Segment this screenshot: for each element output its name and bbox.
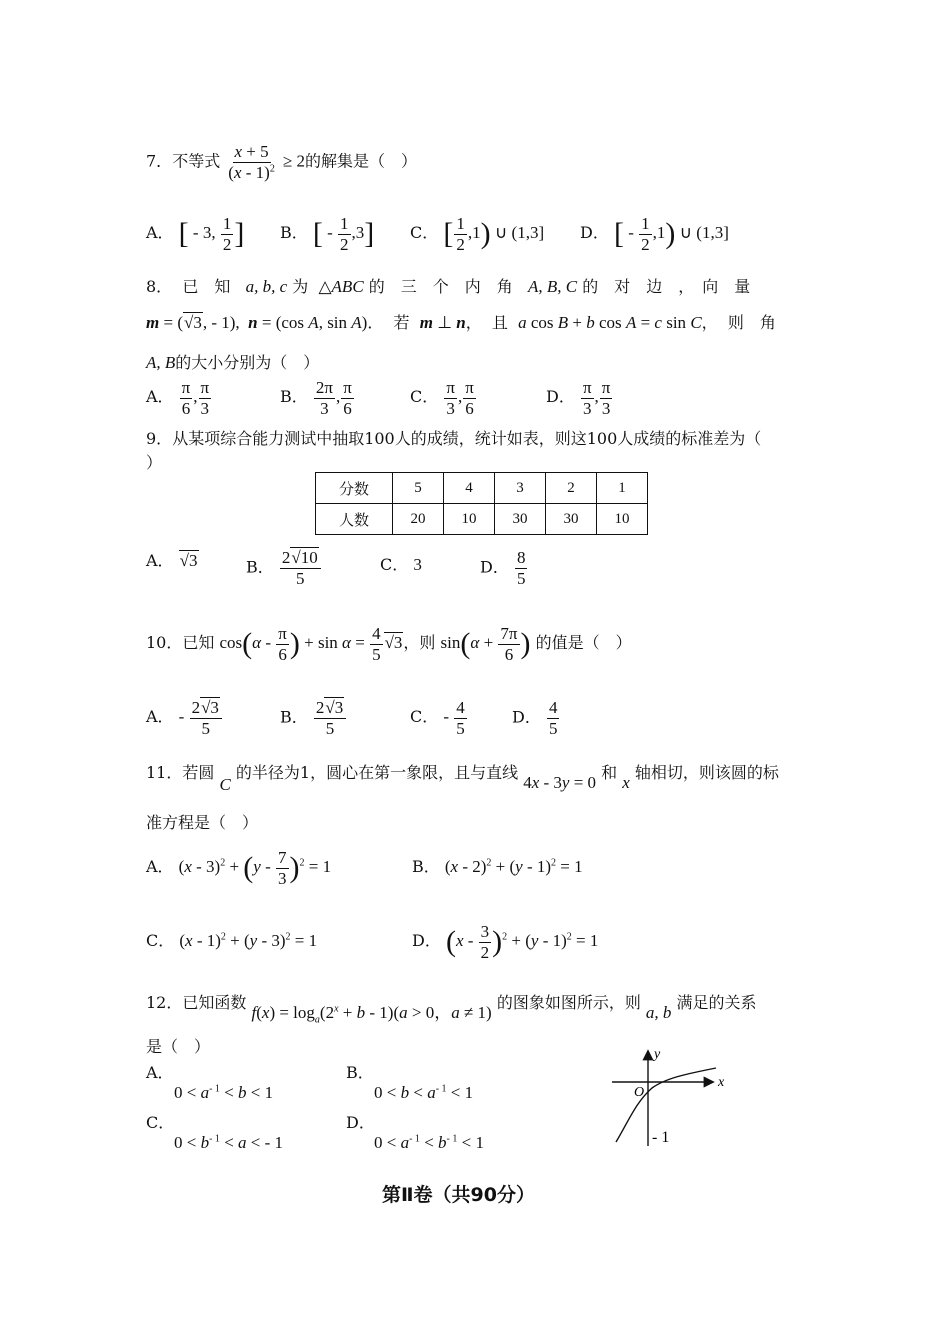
- question-8-stem-line1: 8． 已 知 a, b, c 为 △ABC 的 三 个 内 角 A, B, C 的 对 边 ， 向 量: [146, 277, 751, 296]
- q12-option-b[interactable]: B． $0 < b < a^{- 1} < 1$: [346, 1063, 474, 1102]
- origin-label: O: [634, 1085, 645, 1100]
- score-table: [315, 472, 648, 535]
- q9-option-d[interactable]: D． $\frac{8}{5}$: [480, 548, 526, 588]
- question-11-stem-cont: 准方程是（ ）: [146, 813, 259, 832]
- q10-option-b[interactable]: B． $\frac{2√3}{5}$: [280, 698, 347, 738]
- q8-option-b[interactable]: B． $\frac{2\pi}{3}$ , $\frac{\pi}{6}$: [280, 378, 352, 418]
- q9-option-c[interactable]: C． 3: [380, 555, 422, 574]
- q10-option-d[interactable]: D． $\frac{4}{5}$: [512, 698, 558, 738]
- q11-option-c[interactable]: C． (x - 1)$^2$ + (y - 3)$^2$ = 1: [146, 931, 318, 950]
- q12-option-d[interactable]: D． $0 < a^{- 1} < b^{- 1} < 1$: [346, 1113, 484, 1152]
- q7-option-a[interactable]: A． [ - 3, $\frac{1}{2}$ ]: [146, 214, 245, 254]
- table-row: 分数 5 4 3 2 1: [316, 473, 648, 504]
- q8-option-a[interactable]: A． $\frac{\pi}{6}$ , $\frac{\pi}{3}$: [146, 378, 210, 418]
- q12-option-a[interactable]: A． $0 < a^{- 1} < b < 1$: [146, 1063, 274, 1102]
- y-intercept-mark: - 1: [652, 1129, 670, 1146]
- q12-option-c[interactable]: C． $0 < b^{- 1} < a$ < - 1: [146, 1113, 284, 1152]
- q8-option-d[interactable]: D． $\frac{\pi}{3}$ , $\frac{\pi}{3}$: [546, 378, 611, 418]
- question-10-stem: 10．已知 cos(α - $\frac{\pi}{6}$ ) + sin α = $\frac{4}{5}$ √3，则 sin(α + $\frac{7\pi}{6}$ ) 的值是（ ）: [146, 624, 632, 664]
- q9-option-a[interactable]: A． √3: [146, 551, 198, 570]
- question-8-stem-line2: m = (√3, - 1), n = (cos A, sin A)． 若 m ⊥ n， 且 a cos B + b cos A = c sin C， 则 角: [146, 313, 776, 332]
- question-11-stem: 11．若圆 C 的半径为1，圆心在第一象限，且与直线 4x - 3y = 0 和 x 轴相切，则该圆的标: [146, 763, 779, 794]
- question-12-stem: 12．已知函数 $f(x) = \log_a(2^x + b - 1)(a > 0$，a ≠ 1) 的图象如图所示，则 a, b 满足的关系: [146, 993, 757, 1026]
- question-12-stem-cont: 是（ ）: [146, 1037, 211, 1056]
- question-9-stem: 9．从某项综合能力测试中抽取100人的成绩，统计如表，则这100人成绩的标准差为（: [146, 429, 762, 448]
- table-row: 人数 20 10 30 30 10: [316, 504, 648, 535]
- q7-option-d[interactable]: D． [ - $\frac{1}{2}$ ,1) ∪ (1,3]: [580, 214, 729, 254]
- question-7-stem: 7．不等式 $\frac{x + 5}{(x - 1)^2}$ ≥ 2的解集是（ ）: [146, 142, 418, 182]
- question-8-stem-line3: A, B的大小分别为（ ）: [146, 353, 320, 372]
- q10-option-a[interactable]: A． - $\frac{2√3}{5}$: [146, 698, 223, 738]
- q10-option-c[interactable]: C． - $\frac{4}{5}$: [410, 698, 465, 738]
- y-axis-label: y: [654, 1047, 661, 1062]
- q8-option-c[interactable]: C． $\frac{\pi}{3}$ , $\frac{\pi}{6}$: [410, 378, 474, 418]
- q9-option-b[interactable]: B． $\frac{2√10}{5}$: [246, 548, 322, 588]
- question-number: 7．: [146, 151, 173, 171]
- function-graph: [606, 1042, 746, 1148]
- question-9-stem-cont: ）: [146, 453, 163, 472]
- section-title: 第Ⅱ卷（共90分）: [382, 1184, 535, 1206]
- q7-option-c[interactable]: C． [ $\frac{1}{2}$ ,1) ∪ (1,3]: [410, 214, 545, 254]
- q11-option-b[interactable]: B． (x - 2)$^2$ + (y - 1)$^2$ = 1: [412, 857, 583, 876]
- inequality-fraction: $\frac{x + 5}{(x - 1)^2}$: [228, 142, 275, 182]
- q11-option-d[interactable]: D． (x - $\frac{3}{2}$ )$^2$ + (y - 1)$^2$ = 1: [412, 922, 599, 962]
- q7-option-b[interactable]: B． [ - $\frac{1}{2}$ ,3]: [280, 214, 375, 254]
- x-axis-label: x: [718, 1075, 725, 1090]
- q11-option-a[interactable]: A． (x - 3)$^2$ + (y - $\frac{7}{3}$ )$^2$ = 1: [146, 848, 332, 888]
